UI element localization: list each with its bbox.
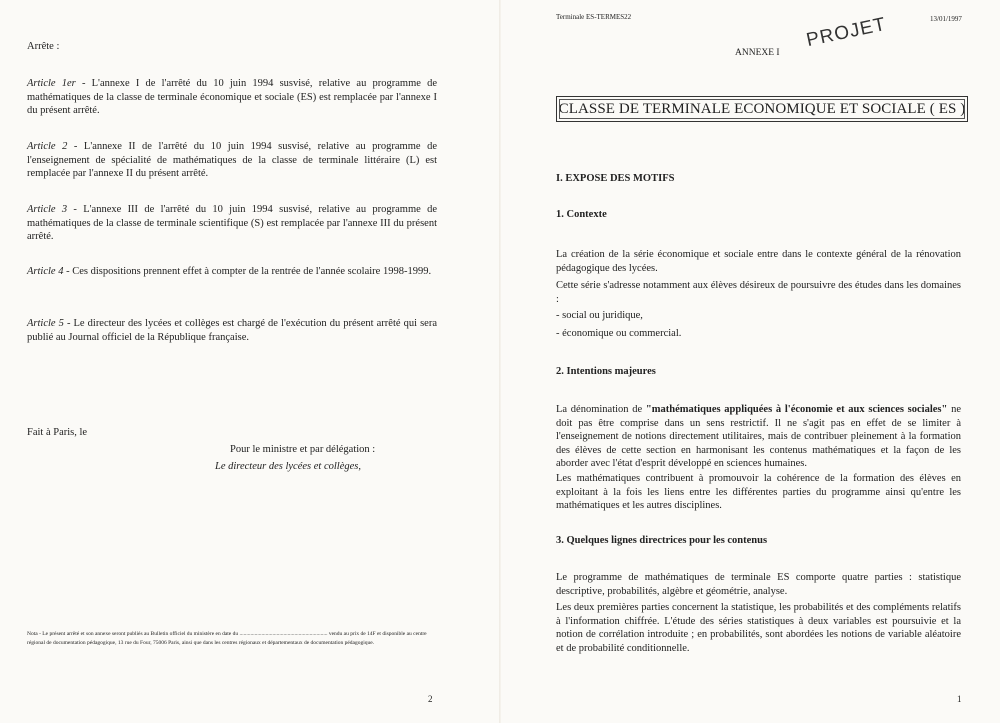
nota-footnote: Nota - Le présent arrêté et son annexe seront publiés au Bulletin officiel du ministère en date du ................................................................ vendu au prix de 14F et disponible au centre régional de documentation pédagogique, 13 rue du Four, 75006 Paris, ainsi que dans les centres régionaux et départementaux de documentation pédagogique. — [27, 631, 427, 646]
subsection-intentions: 2. Intentions majeures — [556, 366, 656, 377]
article-label: Article 4 — [27, 266, 64, 277]
annexe-label: ANNEXE I — [735, 48, 780, 58]
article-text: - L'annexe I de l'arrêté du 10 juin 1994 susvisé, relative au programme de mathématiques de la classe de terminale économique et sociale (ES) est remplacée par l'annexe I du présent arrêté. — [27, 78, 437, 116]
list-item: - économique ou commercial. — [556, 328, 682, 339]
document-title: CLASSE DE TERMINALE ECONOMIQUE ET SOCIALE ( ES ) — [556, 96, 968, 122]
article-4 — [27, 265, 437, 279]
article-2 — [27, 140, 437, 181]
paragraph-text: La dénomination de — [556, 404, 646, 415]
article-text: - Le directeur des lycées et collèges est chargé de l'exécution du présent arrêté qui sera publié au Journal officiel de la République française. — [27, 318, 437, 343]
article-3 — [27, 203, 437, 244]
arrete-label: Arrête : — [27, 41, 60, 52]
fait-a-paris: Fait à Paris, le — [27, 427, 88, 438]
delegation: Pour le ministre et par délégation : — [230, 444, 376, 455]
paragraph — [556, 403, 961, 471]
bold-phrase: "mathématiques appliquées à l'économie et aux sciences sociales" — [645, 404, 948, 415]
article-label: Article 1er — [27, 78, 76, 89]
subsection-context: 1. Contexte — [556, 209, 607, 220]
header-date: 13/01/1997 — [930, 15, 962, 23]
article-label: Article 5 — [27, 318, 64, 329]
article-text: - L'annexe II de l'arrêté du 10 juin 1994 susvisé, relative au programme de l'enseignement de spécialité de mathématiques de la classe de terminale littéraire (L) est remplacée par l'annexe II du présent arrêté. — [27, 141, 437, 179]
article-1 — [27, 77, 437, 118]
page-number: 2 — [428, 694, 433, 704]
header-reference: Terminale ES-TERMES22 — [556, 13, 632, 21]
paragraph: Les deux premières parties concernent la statistique, les probabilités et des compléments relatifs à l'information chiffrée. L'étude des séries statistiques à deux variables est poursuivie et la notion de corrélation introduite ; en probabilités, sont abordées les notions de variable aléatoire et de probabilité conditionnelle. — [556, 602, 961, 654]
page-number: 1 — [957, 694, 962, 704]
signatory: Le directeur des lycées et collèges, — [215, 461, 361, 472]
paragraph: Les mathématiques contribuent à promouvoir la cohérence de la formation des élèves en exploitant à la fois les liens entre les différentes parties du programme ainsi qu'entre les mathématiques et les autres disciplines. — [556, 473, 961, 511]
article-text: - L'annexe III de l'arrêté du 10 juin 1994 susvisé, relative au programme de mathématiques de la classe de terminale scientifique (S) est remplacée par l'annexe III du présent arrêté. — [27, 204, 437, 242]
section-heading: I. EXPOSE DES MOTIFS — [556, 173, 675, 184]
paragraph: Le programme de mathématiques de terminale ES comporte quatre parties : statistique descriptive, probabilités, algèbre et géométrie, analyse. — [556, 572, 961, 597]
subsection-guidelines: 3. Quelques lignes directrices pour les contenus — [556, 535, 768, 546]
list-item: - social ou juridique, — [556, 310, 643, 321]
projet-stamp: PROJET — [804, 13, 889, 52]
paragraph: Cette série s'adresse notamment aux élèves désireux de poursuivre des études dans les domaines : — [556, 280, 961, 305]
paragraph-text: ne doit pas être comprise dans un sens restrictif. Il ne s'agit pas en effet de se limiter à l'enseignement de notions directement utilitaires, mais de contribuer pleinement à la formation des élèves de cette section en harmonisant les contenus mathématiques et la façon de les aborder avec l'état d'esprit développé en sciences humaines. — [556, 404, 961, 469]
article-5 — [27, 317, 437, 344]
paragraph: La création de la série économique et sociale entre dans le contexte général de la rénovation pédagogique des lycées. — [556, 249, 961, 274]
article-label: Article 3 — [27, 204, 68, 215]
right-page — [500, 0, 1000, 723]
article-label: Article 2 — [27, 141, 68, 152]
article-text: - Ces dispositions prennent effet à compter de la rentrée de l'année scolaire 1998-1999. — [63, 266, 432, 277]
